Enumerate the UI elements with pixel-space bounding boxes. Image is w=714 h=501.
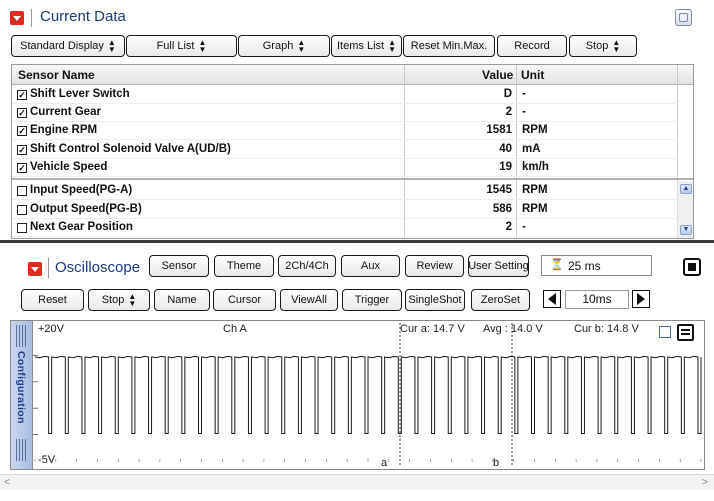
- cursor-b-readout: Cur b: 14.8 V: [574, 323, 639, 335]
- table-row[interactable]: [12, 104, 678, 122]
- scroll-left-icon[interactable]: <: [4, 477, 10, 488]
- row-checkbox[interactable]: ✓: [18, 90, 26, 100]
- current-data-title: Current Data: [40, 8, 126, 25]
- sensor-value: 1581: [486, 124, 512, 137]
- horizontal-scrollbar[interactable]: [0, 474, 714, 490]
- waveform-series: [35, 356, 701, 433]
- sensor-table: [11, 64, 694, 239]
- channels-button[interactable]: [278, 255, 336, 277]
- sample-rate-value: 25 ms: [568, 258, 601, 273]
- updown-icon: ▲ ▼: [128, 292, 137, 308]
- table-row[interactable]: [12, 182, 678, 200]
- header-unit: Unit: [521, 68, 545, 82]
- sensor-name: Vehicle Speed: [30, 160, 108, 173]
- table-row[interactable]: [12, 159, 678, 177]
- user-setting-button[interactable]: [468, 255, 529, 277]
- sensor-unit: -: [522, 106, 526, 119]
- cursor-a-marker: a: [381, 457, 388, 469]
- waveform-plot: [33, 321, 705, 469]
- table-row[interactable]: [12, 219, 678, 237]
- sensor-name: Input Speed(PG-A): [30, 184, 133, 196]
- zeroset-button[interactable]: [471, 289, 530, 311]
- configuration-label: Configuration: [15, 351, 27, 424]
- updown-icon: ▲ ▼: [198, 38, 207, 54]
- theme-button[interactable]: [214, 255, 274, 277]
- row-checkbox[interactable]: [17, 205, 27, 215]
- row-checkbox[interactable]: ✓: [18, 108, 26, 119]
- grip-icon: [16, 439, 28, 461]
- header-value: Value: [482, 68, 514, 82]
- sensor-value: 2: [505, 106, 512, 119]
- triangle-right-icon: [637, 293, 645, 305]
- sensor-value: 40: [499, 142, 512, 155]
- reset-button-label: Reset: [38, 294, 67, 306]
- sensor-unit: RPM: [522, 184, 548, 196]
- grip-icon: [16, 325, 28, 347]
- items-list-select[interactable]: [331, 35, 402, 57]
- sensor-value: D: [503, 88, 512, 100]
- sensor-unit: RPM: [522, 124, 548, 137]
- name-button-label: Name: [167, 294, 197, 306]
- graph-select-label: Graph: [262, 40, 294, 52]
- sensor-value: 19: [499, 160, 512, 173]
- row-checkbox[interactable]: ✓: [18, 162, 26, 173]
- sensor-value: 1545: [486, 184, 512, 196]
- table-row[interactable]: [12, 141, 678, 159]
- record-button[interactable]: [497, 35, 567, 57]
- full-list-select-label: Full List: [156, 40, 195, 52]
- reset-minmax-button-label: Reset Min.Max.: [410, 40, 488, 52]
- updown-icon: ▲ ▼: [388, 38, 396, 54]
- configuration-tab[interactable]: [11, 321, 33, 469]
- scroll-down-icon[interactable]: ▼: [680, 225, 692, 235]
- name-button[interactable]: [154, 289, 210, 311]
- cursor-a-readout: Cur a: 14.7 V: [400, 323, 465, 335]
- title-divider: [31, 9, 32, 27]
- sensor-name: Output Speed(PG-B): [30, 202, 142, 215]
- cursor-button-label: Cursor: [227, 294, 261, 306]
- table-scrollbar[interactable]: [677, 181, 693, 238]
- stop-square-button[interactable]: [683, 258, 701, 276]
- maximize-button[interactable]: [675, 9, 692, 26]
- reset-minmax-button[interactable]: [403, 35, 495, 57]
- record-button-label: Record: [514, 40, 550, 52]
- singleshot-button[interactable]: [405, 289, 465, 311]
- channel-label: Ch A: [223, 323, 247, 335]
- stop-select-label: Stop: [101, 294, 125, 306]
- table-row[interactable]: [12, 122, 678, 140]
- table-row[interactable]: [12, 86, 678, 104]
- scroll-right-icon[interactable]: >: [702, 477, 708, 488]
- items-list-select-label: Items List: [337, 40, 385, 52]
- sensor-value: 2: [505, 221, 512, 234]
- row-checkbox[interactable]: ✓: [18, 144, 26, 155]
- review-button-label: Review: [416, 260, 453, 272]
- viewall-button[interactable]: [280, 289, 338, 311]
- sensor-unit: -: [522, 221, 526, 234]
- sample-rate-field[interactable]: [541, 255, 652, 276]
- row-checkbox[interactable]: [17, 186, 27, 196]
- row-checkbox[interactable]: ✓: [18, 126, 26, 137]
- sensor-value: 586: [492, 202, 512, 215]
- panel-splitter[interactable]: [0, 240, 714, 243]
- section-divider: [12, 178, 693, 180]
- trigger-button[interactable]: [342, 289, 402, 311]
- standard-display-select[interactable]: [11, 35, 125, 57]
- theme-button-label: Theme: [226, 260, 262, 272]
- zeroset-button-label: ZeroSet: [480, 294, 521, 306]
- title-divider: [48, 258, 49, 278]
- singleshot-button-label: SingleShot: [408, 294, 462, 306]
- sensor-unit: RPM: [522, 202, 548, 215]
- average-readout: Avg : 14.0 V: [483, 323, 543, 335]
- timebase-value[interactable]: 10ms: [565, 290, 629, 309]
- aux-button[interactable]: [341, 255, 400, 277]
- sensor-button-label: Sensor: [161, 260, 197, 272]
- oscilloscope-title: Oscilloscope: [55, 259, 141, 276]
- scroll-up-icon[interactable]: ▲: [680, 184, 692, 194]
- updown-icon: ▲ ▼: [107, 38, 116, 54]
- stop-select[interactable]: [88, 289, 150, 311]
- sensor-unit: mA: [522, 142, 541, 155]
- sensor-button[interactable]: [149, 255, 209, 277]
- reset-button[interactable]: [21, 289, 84, 311]
- collapse-icon[interactable]: [10, 11, 24, 25]
- table-row[interactable]: [12, 201, 678, 219]
- aux-button-label: Aux: [361, 260, 380, 272]
- sensor-name: Shift Control Solenoid Valve A(UD/B): [30, 142, 231, 155]
- review-button[interactable]: [405, 255, 464, 277]
- timebase-decrease-button[interactable]: [543, 290, 561, 308]
- timer-icon: ⏳: [550, 259, 564, 271]
- header-sensor-name: Sensor Name: [18, 68, 95, 82]
- cursor-button[interactable]: [213, 289, 276, 311]
- trigger-button-label: Trigger: [354, 294, 390, 306]
- table-header: [12, 65, 693, 85]
- channel-checkbox[interactable]: [659, 326, 671, 338]
- user-setting-button-label: User Setting: [468, 260, 529, 272]
- sensor-name: Next Gear Position: [30, 221, 133, 234]
- sensor-name: Current Gear: [30, 106, 101, 119]
- timebase-increase-button[interactable]: [632, 290, 650, 308]
- collapse-icon[interactable]: [28, 262, 42, 276]
- y-min-label: -5V: [38, 454, 56, 466]
- full-list-select[interactable]: [126, 35, 237, 57]
- sensor-unit: -: [522, 88, 526, 100]
- y-max-label: +20V: [38, 323, 64, 335]
- square-icon: [688, 263, 696, 271]
- stop-select[interactable]: [569, 35, 637, 57]
- sensor-name: Engine RPM: [30, 124, 98, 137]
- graph-select[interactable]: [238, 35, 330, 57]
- menu-icon[interactable]: [677, 324, 694, 341]
- updown-icon: ▲ ▼: [297, 38, 306, 54]
- channels-button-label: 2Ch/4Ch: [285, 260, 329, 272]
- row-checkbox[interactable]: [17, 223, 27, 233]
- stop-select-label: Stop: [585, 40, 609, 52]
- triangle-left-icon: [548, 293, 556, 305]
- updown-icon: ▲ ▼: [612, 38, 621, 54]
- scope-display[interactable]: [10, 320, 705, 470]
- sensor-unit: km/h: [522, 160, 549, 173]
- cursor-b-marker: b: [493, 457, 500, 469]
- sensor-name: Shift Lever Switch: [30, 88, 130, 100]
- viewall-button-label: ViewAll: [291, 294, 327, 306]
- standard-display-select-label: Standard Display: [20, 40, 104, 52]
